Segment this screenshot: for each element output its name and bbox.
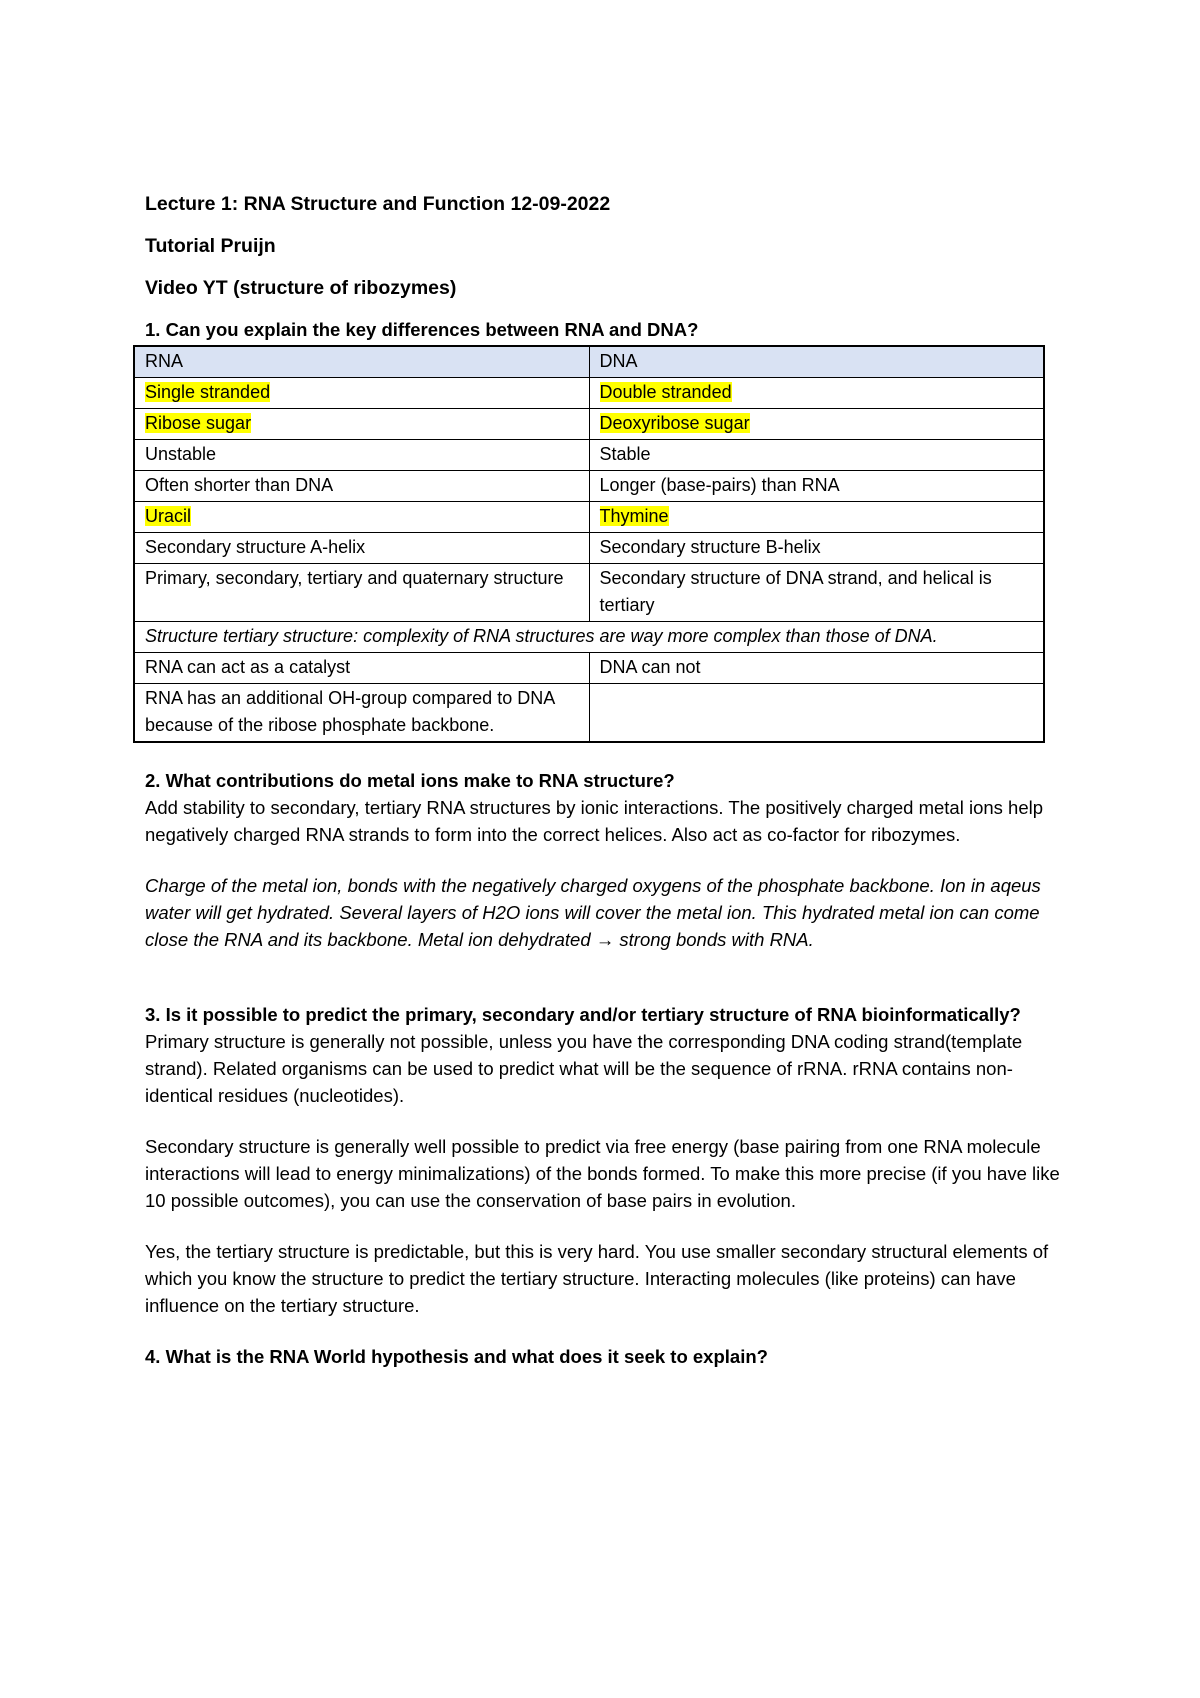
answer-2: Add stability to secondary, tertiary RNA structures by ionic interactions. The positively charged metal ions help negatively charged RNA strands to form into the correct helices. Also act as co-factor for ribozymes. <box>145 797 1044 845</box>
table-cell-rna: Primary, secondary, tertiary and quaternary structure <box>134 564 589 622</box>
table-cell-rna: Secondary structure A-helix <box>134 533 589 564</box>
table-header-row <box>134 346 1044 378</box>
table-row <box>134 684 1044 743</box>
question-2: 2. What contributions do metal ions make to RNA structure? <box>145 770 675 791</box>
table-cell-rna: Unstable <box>134 440 589 471</box>
table-merged-cell: Structure tertiary structure: complexity of RNA structures are way more complex than those of DNA. <box>134 622 1044 653</box>
question-1: 1. Can you explain the key differences between RNA and DNA? <box>145 319 699 340</box>
table-row <box>134 471 1044 502</box>
answer-3-secondary: Secondary structure is generally well possible to predict via free energy (base pairing from one RNA molecule interactions will lead to energy minimalizations) of the bonds formed. To make this more precise (if you have like 10 possible outcomes), you can use the conservation of base pairs in evolution. <box>145 1136 1060 1211</box>
video-heading: Video YT (structure of ribozymes) <box>145 277 457 299</box>
table-row <box>134 533 1044 564</box>
table-cell-rna: RNA can act as a catalyst <box>134 653 589 684</box>
rna-dna-comparison-table <box>133 345 1045 743</box>
table-cell-rna: Single stranded <box>145 382 271 402</box>
note-text-end: strong bonds with RNA. <box>619 929 814 950</box>
table-row <box>134 440 1044 471</box>
document-page <box>145 190 1065 1370</box>
table-cell-dna: Longer (base-pairs) than RNA <box>589 471 1044 502</box>
note-text: Charge of the metal ion, bonds with the negatively charged oxygens of the phosphate backbone. Ion in aqeus water will get hydrated. Several layers of H2O ions will cover the metal ion. This hydrated metal ion can come close the RNA and its backbone. Metal ion dehydrated <box>145 875 1041 950</box>
table-cell-dna: DNA can not <box>589 653 1044 684</box>
arrow-icon: → <box>595 929 615 950</box>
question-3: 3. Is it possible to predict the primary, secondary and/or tertiary structure of RNA bioinformatically? <box>145 1004 1021 1025</box>
question-4: 4. What is the RNA World hypothesis and what does it seek to explain? <box>145 1346 768 1367</box>
table-header-dna: DNA <box>589 346 1044 378</box>
table-cell-dna: Thymine <box>599 506 669 526</box>
table-row <box>134 409 1044 440</box>
table-cell-rna: RNA has an additional OH-group compared to DNA because of the ribose phosphate backbone. <box>134 684 589 743</box>
table-cell-dna: Secondary structure of DNA strand, and helical is tertiary <box>589 564 1044 622</box>
table-row <box>134 653 1044 684</box>
table-row <box>134 564 1044 622</box>
table-cell-dna: Double stranded <box>599 382 732 402</box>
table-header-rna: RNA <box>134 346 589 378</box>
table-cell-rna: Uracil <box>145 506 192 526</box>
answer-2-note <box>145 872 1065 953</box>
answer-3-primary: Primary structure is generally not possible, unless you have the corresponding DNA coding strand(template strand). Related organisms can be used to predict what will be the sequence of rRNA. rRNA contains non-identical residues (nucleotides). <box>145 1031 1023 1106</box>
table-cell-dna: Deoxyribose sugar <box>599 413 750 433</box>
answer-3-tertiary: Yes, the tertiary structure is predictable, but this is very hard. You use smaller secondary structural elements of which you know the structure to predict the tertiary structure. Interacting molecules (like proteins) can have influence on the tertiary structure. <box>145 1241 1049 1316</box>
table-cell-dna <box>589 684 1044 743</box>
page-title: Lecture 1: RNA Structure and Function 12-09-2022 <box>145 193 611 215</box>
table-cell-rna: Often shorter than DNA <box>134 471 589 502</box>
table-cell-dna: Secondary structure B-helix <box>589 533 1044 564</box>
table-row-merged <box>134 622 1044 653</box>
table-row <box>134 502 1044 533</box>
table-cell-rna: Ribose sugar <box>145 413 252 433</box>
table-cell-dna: Stable <box>589 440 1044 471</box>
table-row <box>134 378 1044 409</box>
tutorial-heading: Tutorial Pruijn <box>145 235 276 257</box>
